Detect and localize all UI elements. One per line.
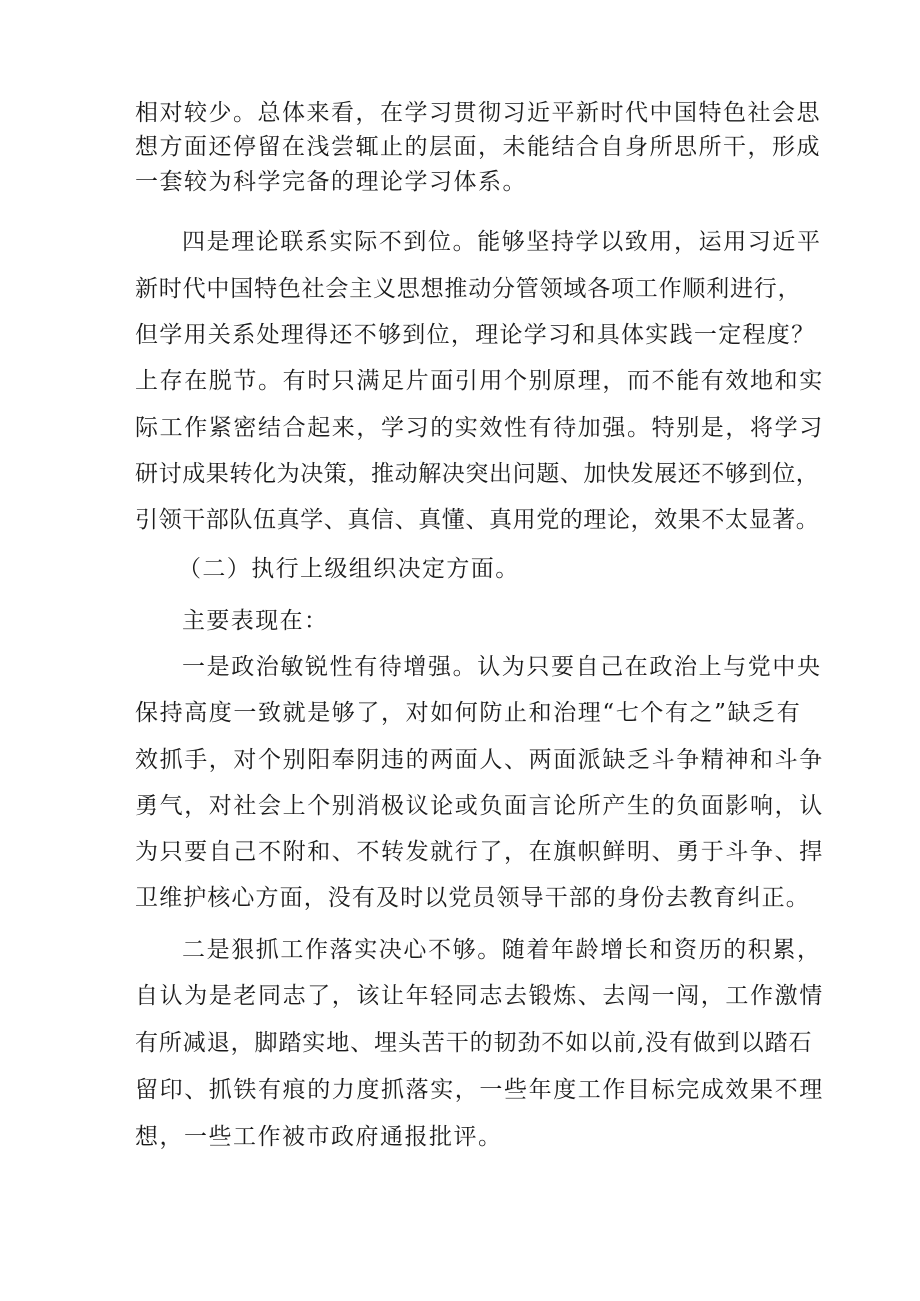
text-line: 卫维护核心方面，没有及时以党员领导干部的身份去教育纠正。 [135,885,810,911]
text-line: 想方面还停留在浅尝辄止的层面，未能结合自身所思所干，形成 [135,134,821,160]
text-line: 二是狠抓工作落实决心不够。随着年龄增长和资历的积累， [182,937,822,963]
text-line: 自认为是老同志了，该让年轻同志去锻炼、去闯一闯，工作激情 [135,983,824,1009]
text-line: 留印、抓铁有痕的力度抓落实，一些年度工作目标完成效果不理 [135,1077,824,1103]
text-line: 主要表现在： [182,608,329,634]
section-heading: （二）执行上级组织决定方面。 [178,556,520,582]
text-line: 保持高度一致就是够了，对如何防止和治理“七个有之”缺乏有 [135,700,802,726]
text-line: 为只要自己不附和、不转发就行了，在旗帜鲜明、勇于斗争、捍 [135,839,824,865]
text-line: 四是理论联系实际不到位。能够坚持学以致用，运用习近平 [182,229,822,255]
text-line: 上存在脱节。有时只满足片面引用个别原理，而不能有效地和实 [135,368,824,394]
text-line: 一是政治敏锐性有待增强。认为只要自己在政治上与党中央 [182,654,822,680]
text-line: 引领干部队伍真学、真信、真懂、真用党的理论，效果不太显著。 [135,507,820,533]
text-line: 研讨成果转化为决策，推动解决突出问题、加快发展还不够到位， [135,461,820,487]
text-line: 想，一些工作被市政府通报批评。 [135,1124,503,1150]
text-line: 新时代中国特色社会主义思想推动分管领域各项工作顺利进行， [135,276,802,302]
text-line: 际工作紧密结合起来，学习的实效性有待加强。特别是，将学习 [135,415,824,441]
text-line: 但学用关系处理得还不够到位，理论学习和具体实践一定程度？ [135,322,816,348]
text-line: 相对较少。总体来看，在学习贯彻习近平新时代中国特色社会思 [135,100,821,126]
text-line: 效抓手，对个别阳奉阴违的两面人、两面派缺乏斗争精神和斗争 [135,747,824,773]
text-line: 勇气，对社会上个别消极议论或负面言论所产生的负面影响，认 [135,793,824,819]
text-line: 有所减退，脚踏实地、埋头苦干的韧劲不如以前,没有做到以踏石 [135,1030,813,1056]
text-line: 一套较为科学完备的理论学习体系。 [135,169,527,195]
